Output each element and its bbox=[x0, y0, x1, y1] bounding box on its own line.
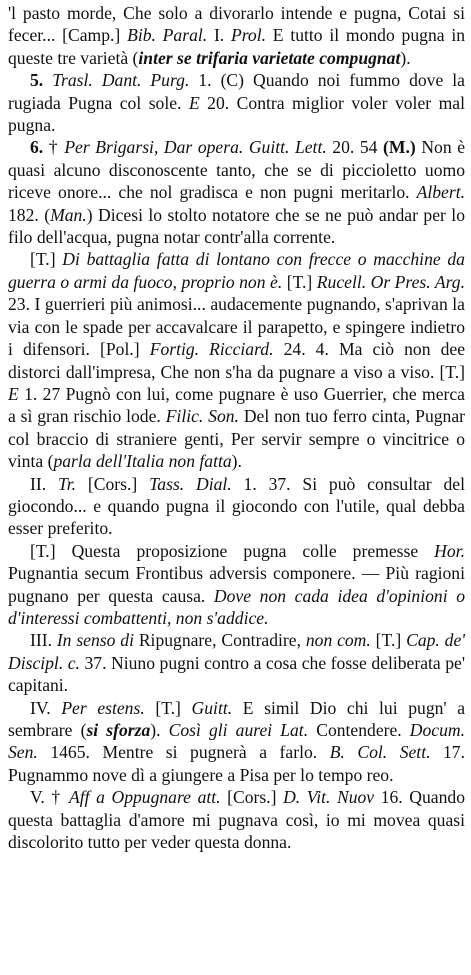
text-run: D. Vit. Nuov bbox=[283, 787, 375, 808]
text-run: Ripugnare, Contradire, bbox=[133, 630, 306, 651]
text-run: Bib. Paral. bbox=[127, 25, 208, 46]
text-run: 16. Quando questa battaglia d'amore mi pugnava così, io mi movea quasi discolorito tutto per veder questa donna. bbox=[8, 787, 465, 853]
text-run: † bbox=[43, 137, 65, 158]
text-run: Di battaglia fatta di lontano con frecce o macchine da guerra o armi da fuoco, proprio non è. bbox=[8, 249, 465, 292]
text-run: Non è quasi alcuno disconoscente tanto, che se di piccioletto uomo riceve onore... che nol gradisca e non pugni meritarlo. bbox=[8, 137, 466, 203]
text-run: 1465. Mentre si pugnerà a farlo. bbox=[37, 742, 330, 763]
text-run: In senso di bbox=[56, 630, 134, 651]
text-run: IV. bbox=[30, 697, 62, 718]
text-run: ). bbox=[400, 47, 411, 68]
text-run: parla dell'Italia non fatta bbox=[53, 451, 232, 472]
text-run: Per estens. bbox=[61, 697, 145, 718]
text-run: 5. bbox=[30, 70, 44, 91]
text-run: II. bbox=[30, 473, 58, 494]
text-run: [Cors.] bbox=[220, 787, 284, 808]
text-run: Docum. Sen. bbox=[8, 720, 466, 763]
text-run: E bbox=[8, 383, 19, 404]
text-run: [T.] bbox=[30, 249, 63, 270]
text-run bbox=[145, 698, 156, 718]
text-run: non com. bbox=[305, 630, 371, 651]
text-run: inter se trifaria varietate compugnat bbox=[138, 47, 401, 68]
text-run: 1. 37. Si può consultar del giocondo... e quando pugna il giocondo con l'utile, qual debba esser preferito. bbox=[8, 473, 465, 539]
text-run: Tass. Dial. bbox=[149, 473, 232, 494]
text-run: 'l pasto morde, Che solo a divorarlo intende e pugna, Cotai si fecer... [Camp.] bbox=[8, 3, 465, 46]
text-run: 37. Niuno pugni contro a cosa che fosse deliberata pe' capitani. bbox=[8, 652, 466, 696]
text-run: Guitt. bbox=[191, 697, 233, 718]
text-run: Man. bbox=[50, 204, 87, 225]
text-run bbox=[43, 70, 52, 90]
entry-paragraph bbox=[8, 697, 465, 787]
entry-paragraph bbox=[8, 629, 465, 696]
text-run: Albert. bbox=[416, 182, 465, 203]
text-run: Fortig. Ricciard. bbox=[149, 339, 274, 360]
text-run: [T.] bbox=[439, 361, 465, 382]
text-run: ). bbox=[231, 451, 242, 472]
text-run: Tr. bbox=[57, 473, 77, 494]
text-run: Cap. de' Discipl. c. bbox=[8, 630, 466, 673]
text-run: 17. Pugnammo nove dì a giungere a Pisa per lo tempo reo. bbox=[8, 742, 465, 785]
text-run: 1. (C) Quando noi fummo dove la rugiada Pugna col sole. bbox=[8, 70, 465, 113]
text-run: ). bbox=[150, 720, 169, 740]
text-run: Del non tuo ferro cinta, Pugnar col braccio di straniere genti, Per servir sempre o vincitrice o vinta ( bbox=[8, 406, 466, 472]
text-run: 23. I guerrieri più animosi... audacemente pugnando, s'aprivan la via con le spade per accavalcare il parapetto, e spingere indietro i difensori. [Pol.] bbox=[8, 294, 465, 360]
text-run: B. Col. Sett. bbox=[329, 742, 431, 763]
text-run: V. † bbox=[30, 787, 69, 808]
text-run: Questa proposizione pugna colle premesse bbox=[71, 540, 435, 561]
text-run: III. bbox=[30, 630, 57, 651]
text-run: (M.) bbox=[383, 137, 416, 158]
text-run: 6. bbox=[30, 137, 44, 158]
text-run: 1. 27 Pugnò con lui, come pugnare è uso Guerrier, che merca a sì gran rischio lode. bbox=[8, 383, 465, 427]
text-run: Rucell. Or Pres. Arg. bbox=[316, 271, 465, 292]
entry-paragraph bbox=[8, 69, 465, 136]
text-run: [Cors.] bbox=[76, 473, 150, 494]
entry-paragraph bbox=[8, 136, 465, 248]
text-run bbox=[181, 698, 192, 718]
entry-paragraph bbox=[8, 540, 465, 630]
text-run: ) Dicesi lo stolto notatore che se ne può andar per lo filo dell'acqua, pugna notar contr'alla corrente. bbox=[8, 204, 465, 248]
text-run: [T.] bbox=[155, 697, 181, 718]
text-run: Hor. bbox=[434, 540, 465, 561]
text-run: [T.] bbox=[30, 540, 72, 561]
text-run: Dove non cada idea d'opinioni o d'interessi combattenti, non s'addice. bbox=[8, 585, 465, 628]
text-run: 182. ( bbox=[8, 204, 51, 225]
entry-paragraph bbox=[8, 2, 465, 69]
text-run: E bbox=[188, 92, 200, 113]
text-run: 24. 4. Ma ciò non dee distorci dall'impresa, Che non s'ha da pugnare a viso a viso. bbox=[8, 339, 466, 382]
text-run: Aff a Oppugnare att. bbox=[69, 787, 221, 808]
text-run: Contendere. bbox=[308, 720, 410, 740]
text-run: [T.] bbox=[282, 271, 317, 292]
entry-paragraph bbox=[8, 786, 465, 853]
text-run: Per Brigarsi, Dar opera. Guitt. Lett. bbox=[64, 137, 327, 158]
text-run: Trasl. Dant. Purg. bbox=[52, 70, 190, 91]
text-run: E tutto il mondo pugna in queste tre varietà ( bbox=[8, 25, 466, 68]
text-run: [T.] bbox=[375, 630, 402, 651]
entry-paragraph bbox=[8, 248, 465, 472]
text-run: E simil Dio chi lui pugn' a sembrare ( bbox=[8, 697, 466, 740]
text-run: Filic. Son. bbox=[165, 406, 239, 427]
text-run: Prol. bbox=[230, 25, 267, 46]
text-run: si sforza bbox=[86, 720, 151, 740]
text-run: Pugnantia secum Frontibus adversis componere. — Più ragioni pugnano per questa causa. bbox=[8, 563, 465, 606]
text-run: I. bbox=[207, 25, 231, 46]
text-run: Così gli aurei Lat. bbox=[168, 720, 309, 740]
entry-paragraph bbox=[8, 473, 465, 540]
text-run: 20. 54 bbox=[326, 137, 384, 158]
text-run: 20. Contra miglior voler voler mal pugna. bbox=[8, 92, 465, 136]
